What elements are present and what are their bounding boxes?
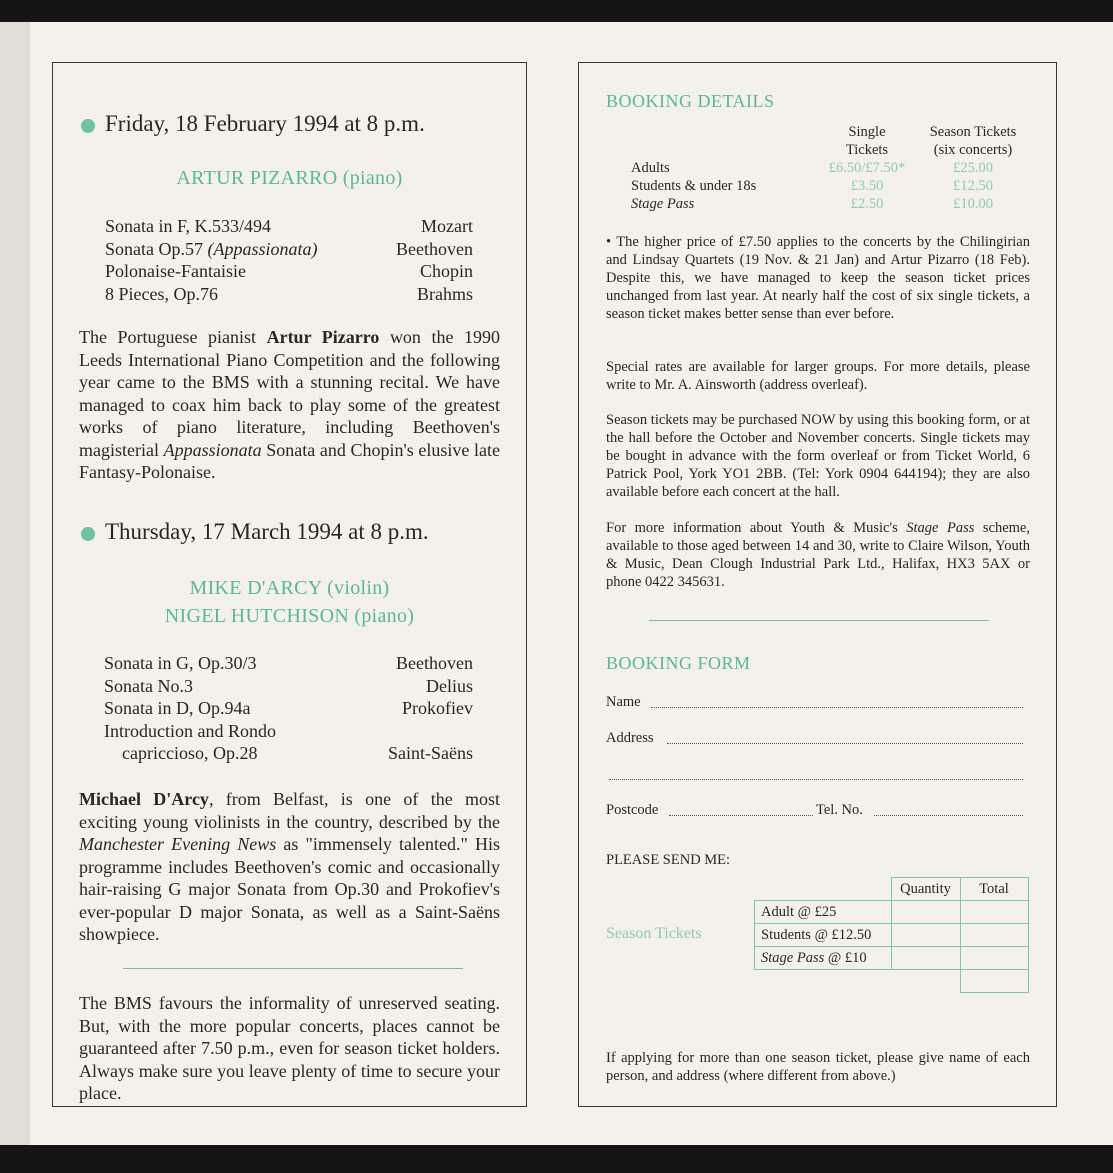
composer: Prokofiev (402, 698, 473, 718)
fee-single: £3.50 (850, 178, 884, 194)
fee-row-label: Adults (631, 160, 670, 176)
work: Sonata No.3 (104, 675, 193, 696)
divider (123, 968, 463, 969)
booking-form-heading: BOOKING FORM (606, 653, 751, 673)
fee-season: £25.00 (953, 160, 993, 176)
order-item: Stage Pass @ £10 (755, 947, 892, 970)
work: Introduction and Rondo (104, 720, 276, 741)
left-page-edge (0, 22, 30, 1145)
programme-row (104, 675, 473, 698)
order-table (754, 877, 1029, 993)
total-cell[interactable] (960, 924, 1028, 947)
price-note: • The higher price of £7.50 applies to the concerts by the Chilingirian and Lindsay Quartets (19 Nov. & 21 Jan) and Artur Pizarro (18 Feb). Despite this, we have managed to keep the season ticket prices unchanged from last year. At nearly half the cost of six single tickets, a season ticket makes better sense than ever before. (606, 234, 1030, 322)
tel-label: Tel. No. (816, 802, 863, 818)
booking-details-heading: BOOKING DETAILS (606, 91, 775, 111)
programme-row (104, 720, 473, 743)
fee-single: £2.50 (850, 196, 884, 212)
postcode-label: Postcode (606, 802, 659, 818)
work: Sonata in F, K.533/494 (105, 216, 272, 236)
fees-table (579, 123, 1056, 223)
bullet-dot-icon (81, 527, 95, 541)
fee-row-label: Stage Pass (631, 196, 695, 212)
composer: Mozart (421, 216, 473, 236)
concert-2-artist-1: MIKE D'ARCY (violin) (189, 577, 390, 599)
composer: Beethoven (396, 653, 473, 673)
order-row (755, 901, 1029, 924)
fee-season: £10.00 (953, 196, 993, 212)
work: Polonaise-Fantaisie (105, 261, 246, 281)
address-input-line[interactable] (667, 743, 1023, 744)
name-label: Name (606, 694, 641, 710)
name-input-line[interactable] (651, 707, 1023, 708)
quantity-cell[interactable] (891, 947, 960, 970)
composer: Beethoven (396, 238, 473, 259)
grand-total-row (755, 970, 1029, 993)
programme-row (104, 652, 473, 675)
address-input-line-2[interactable] (609, 779, 1023, 780)
fee-season: £12.50 (953, 178, 993, 194)
work: capriccioso, Op.28 (122, 743, 258, 763)
bullet-dot-icon (81, 119, 95, 133)
brochure-spread (30, 22, 1113, 1145)
concert-2-description: Michael D'Arcy, from Belfast, is one of the most exciting young violinists in the country, described by the Manchester Evening News as "immensely talented." His programme includes Beethoven's comic and occasionally hair-raising G major Sonata from Op.30 and Prokofiev's ever-popular D major Sonata, as well as a Saint-Saëns showpiece. (79, 789, 500, 944)
booking-panel (578, 62, 1057, 1107)
total-header: Total (960, 878, 1028, 901)
quantity-cell[interactable] (891, 924, 960, 947)
composer: Brahms (417, 283, 473, 304)
quantity-header: Quantity (891, 878, 960, 901)
concert-2-artist-2: NIGEL HUTCHISON (piano) (164, 605, 415, 627)
composer: Saint-Saëns (388, 743, 473, 763)
programme-row (104, 697, 473, 720)
total-cell[interactable] (960, 947, 1028, 970)
seating-note: The BMS favours the informality of unreserved seating. But, with the more popular concerts, places cannot be guaranteed after 7.50 p.m., even for season ticket holders. Always make sure you leave plenty of time to secure your place. (79, 993, 500, 1103)
programme-row (104, 742, 473, 765)
concert-2-programme (104, 652, 473, 765)
tel-input-line[interactable] (874, 815, 1023, 816)
concert-1-date: Friday, 18 February 1994 at 8 p.m. (105, 111, 425, 136)
composer: Chopin (419, 261, 473, 281)
order-row (755, 947, 1029, 970)
fee-single: £6.50/£7.50* (828, 160, 906, 176)
composer: Delius (426, 675, 473, 696)
stage-pass-note: For more information about Youth & Music's Stage Pass scheme, available to those aged between 14 and 30, write to Claire Wilson, Youth & Music, Dean Clough Industrial Park Ltd., Halifax, HX3 5AX or phone 0422 345631. (606, 520, 1030, 590)
postcode-input-line[interactable] (669, 815, 813, 816)
work: Sonata in D, Op.94a (104, 698, 251, 718)
footer-note: If applying for more than one season ticket, please give name of each person, and address (where different from above.) (606, 1050, 1030, 1084)
purchase-note: Season tickets may be purchased NOW by using this booking form, or at the hall before the October and November concerts. Single tickets may be bought in advance with the form overleaf or from Ticket World, 6 Patrick Pool, York YO1 2BB. (Tel: York 0904 644194); they are also available before each concert at the hall. (606, 412, 1030, 500)
divider (649, 620, 989, 621)
work: Sonata Op.57 (Appassionata) (105, 238, 318, 259)
group-rates-note: Special rates are available for larger groups. For more details, please write to Mr. A. Ainsworth (address overleaf). (606, 359, 1030, 393)
order-header-row (755, 878, 1029, 901)
total-cell[interactable] (960, 901, 1028, 924)
work: 8 Pieces, Op.76 (105, 283, 218, 304)
send-me-label: PLEASE SEND ME: (606, 852, 731, 868)
order-row (755, 924, 1029, 947)
fee-row-label: Students & under 18s (631, 178, 757, 194)
season-tickets-label: Season Tickets (606, 925, 702, 942)
programme-row (105, 283, 473, 306)
programme-row (105, 215, 473, 238)
programme-row (105, 238, 473, 261)
col-header-single: Single Tickets (845, 124, 889, 158)
programme-row (105, 260, 473, 283)
grand-total-cell[interactable] (960, 970, 1028, 993)
order-item: Adult @ £25 (755, 901, 892, 924)
concert-1-description: The Portuguese pianist Artur Pizarro won the 1990 Leeds International Piano Competition and the following year came to the BMS with a stunning recital. We have managed to coax him back to play some of the greatest works of piano literature, including Beethoven's magisterial Appassionata Sonata and Chopin's elusive late Fantasy-Polonaise. (79, 327, 500, 482)
concert-2-date: Thursday, 17 March 1994 at 8 p.m. (105, 519, 429, 544)
work: Sonata in G, Op.30/3 (104, 653, 257, 673)
concerts-panel (52, 62, 527, 1107)
concert-1-programme (105, 215, 473, 305)
concert-1-artist: ARTUR PIZARRO (piano) (176, 167, 403, 189)
quantity-cell[interactable] (891, 901, 960, 924)
col-header-season: Season Tickets (six concerts) (929, 124, 1017, 158)
order-item: Students @ £12.50 (755, 924, 892, 947)
address-label: Address (606, 730, 654, 746)
